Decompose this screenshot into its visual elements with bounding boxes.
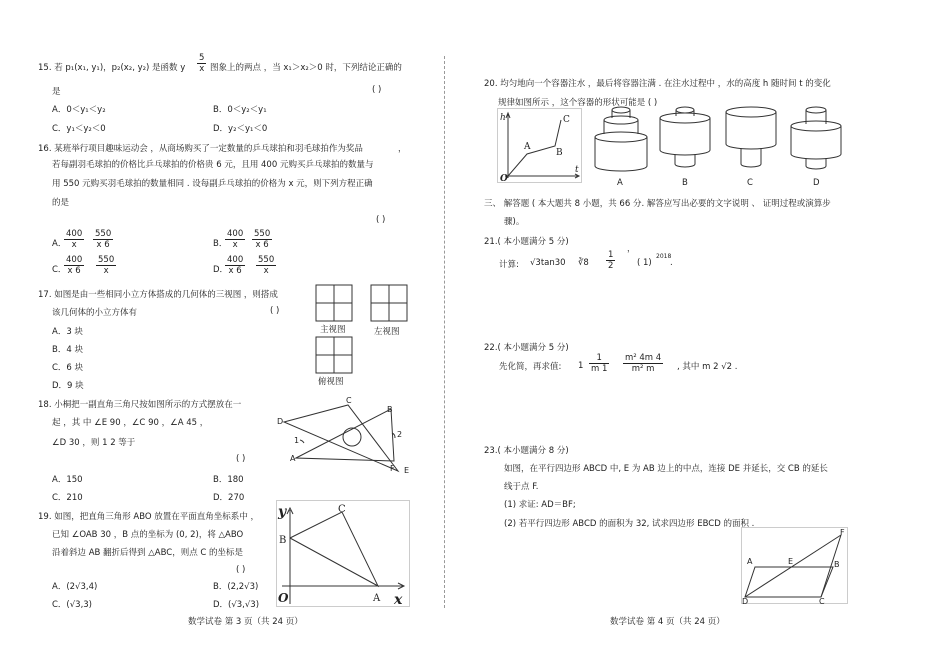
container-label-b: B bbox=[682, 178, 688, 188]
q16-b-frac1: $\frac{400}{x}$ bbox=[227, 229, 244, 250]
q19-paren: ( ) bbox=[236, 565, 246, 575]
fig19-axis-y: y bbox=[278, 504, 287, 520]
q16-line4: 的是 bbox=[52, 198, 70, 208]
fig23-label-f: F bbox=[840, 528, 845, 537]
fig18-label-1: 1 bbox=[294, 436, 300, 445]
q18-line1: 18. 小桐把一副直角三角尺按如图所示的方式摆放在一 bbox=[38, 400, 242, 410]
q21-expr1: √3tan30 bbox=[530, 258, 566, 268]
q21-end: . bbox=[670, 258, 673, 268]
q16-d-label: D． bbox=[213, 265, 229, 275]
triangle-rulers-figure bbox=[276, 395, 411, 477]
q15-line2: 是 bbox=[52, 87, 61, 97]
q15-func-num: 5 bbox=[199, 53, 205, 63]
container-label-d: D bbox=[813, 178, 820, 188]
q16-a-frac1: $\frac{400}{x}$ bbox=[66, 229, 83, 250]
q18-option-a: A．150 bbox=[52, 475, 83, 485]
q22-text2: , 其中 m 2 √2 . bbox=[677, 362, 738, 372]
q19-line2: 已知 ∠OAB 30 ，B 点的坐标为 (0, 2)，将 △ABO bbox=[52, 530, 244, 540]
q16-b-label: B． bbox=[213, 239, 228, 249]
page-divider bbox=[444, 56, 445, 608]
fig23-label-e: E bbox=[788, 557, 794, 566]
q18-option-d: D．270 bbox=[213, 493, 245, 503]
fig19-label-a: A bbox=[373, 593, 381, 604]
q19-option-d: D．(√3,√3) bbox=[213, 600, 260, 610]
q18-line2: 起 ，其 中 ∠E 90 ，∠C 90 ，∠A 45 ， bbox=[52, 418, 209, 428]
q21-exponent: 2018 bbox=[656, 253, 672, 260]
q16-d-frac2: $\frac{550}{x}$ bbox=[258, 255, 275, 276]
q15-option-a: A．0＜y₁＜y₂ bbox=[52, 105, 106, 115]
q21-calc-label: 计算: bbox=[499, 260, 519, 270]
coordinate-figure bbox=[276, 500, 411, 608]
q16-a-frac2: $\frac{550}{x 6}$ bbox=[95, 229, 112, 250]
fig19-axis-x: x bbox=[394, 592, 403, 608]
graph-point-c: C bbox=[563, 115, 570, 125]
q22-one: 1 bbox=[578, 361, 584, 371]
q16-a-label: A． bbox=[52, 239, 67, 249]
fig19-label-b: B bbox=[279, 535, 287, 546]
q15-func-den: x bbox=[199, 64, 205, 74]
q15-option-c: C．y₁＜y₂＜0 bbox=[52, 124, 106, 134]
fig19-origin-o: O bbox=[278, 591, 289, 605]
graph-axis-h: h bbox=[500, 113, 506, 123]
q17-option-c: C．6 块 bbox=[52, 363, 84, 373]
water-height-graph bbox=[497, 108, 583, 184]
q16-line2: 若每副羽毛球拍的价格比乒乓球拍的价格贵 6 元，且用 400 元购买乒乓球拍的数量与 bbox=[52, 160, 374, 170]
fig23-label-b: B bbox=[834, 560, 840, 569]
q16-c-frac1: $\frac{400}{x 6}$ bbox=[66, 255, 83, 276]
fig18-label-a: A bbox=[290, 454, 296, 463]
q23-title: 23.( 本小题满分 8 分) bbox=[484, 446, 569, 456]
q16-line1: 16. 某班举行项目趣味运动会 ，从商场购买了一定数量的乒乓球拍和羽毛球拍作为奖品 bbox=[38, 144, 363, 154]
q16-b-frac2: $\frac{550}{x 6}$ bbox=[254, 229, 271, 250]
left-view-label: 左视图 bbox=[374, 327, 400, 337]
fig23-label-c: C bbox=[819, 597, 825, 605]
fig18-label-d: D bbox=[277, 417, 284, 426]
q16-c-label: C． bbox=[52, 265, 67, 275]
q17-line1: 17. 如图是由一些相同小立方体搭成的几何体的三视图 ，则搭成 bbox=[38, 290, 278, 300]
parallelogram-figure bbox=[741, 527, 849, 605]
q22-text1: 先化简，再求值: bbox=[499, 362, 562, 372]
q19-option-b: B．(2,2√3) bbox=[213, 582, 259, 592]
container-shapes bbox=[594, 104, 844, 176]
container-label-c: C bbox=[747, 178, 753, 188]
q16-line1b: ， bbox=[398, 144, 407, 154]
q19-option-c: C．(√3,3) bbox=[52, 600, 93, 610]
q18-option-b: B．180 bbox=[213, 475, 244, 485]
graph-origin-o: O bbox=[500, 174, 508, 184]
q21-fraction: $\frac{1}{2}$ bbox=[608, 250, 614, 271]
q15-option-b: B．0＜y₂＜y₁ bbox=[213, 105, 267, 115]
fig19-label-c: C bbox=[338, 504, 346, 515]
q16-paren: ( ) bbox=[376, 215, 386, 225]
right-page-footer: 数学试卷 第 4 页（共 24 页） bbox=[610, 617, 725, 627]
fig18-label-f: F bbox=[390, 464, 395, 473]
q15-option-d: D．y₂＜y₁＜0 bbox=[213, 124, 268, 134]
q15-paren: ( ) bbox=[372, 85, 382, 95]
fig18-label-2: 2 bbox=[397, 430, 403, 439]
section3-line1: 三、 解答题 ( 本大题共 8 小题，共 66 分. 解答应写出必要的文字说明 、 证明过程或演算步 bbox=[484, 199, 831, 209]
q23-line2: 线于点 F. bbox=[504, 482, 539, 492]
q16-line3: 用 550 元购买羽毛球拍的数量相同 . 设每副乒乓球拍的价格为 x 元，则下列方程正确 bbox=[52, 179, 373, 189]
fig23-label-a: A bbox=[747, 557, 753, 566]
fig18-label-b: B bbox=[387, 405, 393, 414]
q22-frac2: $\frac{\text{m² 4m 4}}{\text{m² m}}$ bbox=[625, 353, 662, 374]
q17-option-d: D．9 块 bbox=[52, 381, 84, 391]
fig18-label-e: E bbox=[404, 466, 410, 475]
q22-frac1: $\frac{1}{m 1}$ bbox=[591, 353, 608, 374]
q18-paren: ( ) bbox=[236, 454, 246, 464]
q21-expr2: ∛8 bbox=[578, 258, 589, 268]
top-view-label: 俯视图 bbox=[318, 377, 344, 387]
graph-point-b: B bbox=[556, 148, 563, 158]
q21-title: 21.( 本小题满分 5 分) bbox=[484, 237, 569, 247]
section3-line2: 骤)。 bbox=[504, 217, 525, 227]
q23-line1: 如图，在平行四边形 ABCD 中, E 为 AB 边上的中点，连接 DE 并延长，交 CB 的延长 bbox=[504, 464, 828, 474]
container-label-a: A bbox=[617, 178, 623, 188]
q18-line3: ∠D 30 ，则 1 2 等于 bbox=[52, 438, 136, 448]
q18-option-c: C．210 bbox=[52, 493, 83, 503]
q19-line3: 沿着斜边 AB 翻折后得到 △ABC，则点 C 的坐标是 bbox=[52, 548, 244, 558]
q15-line1b: 图象上的两点 ，当 x₁＞x₂＞0 时，下列结论正确的 bbox=[210, 63, 402, 73]
q20-line1: 20. 均匀地向一个容器注水 ，最后将容器注满 . 在注水过程中 ，水的高度 h 随时间 t 的变化 bbox=[484, 79, 831, 89]
q23-sub1: (1) 求证: AD＝BF; bbox=[504, 500, 576, 510]
q17-paren: ( ) bbox=[270, 306, 280, 316]
q16-d-frac1: $\frac{400}{x 6}$ bbox=[227, 255, 244, 276]
q15-line1: 15. 若 p₁(x₁, y₁)，p₂(x₂, y₂) 是函数 y bbox=[38, 63, 186, 73]
front-view-label: 主视图 bbox=[320, 325, 346, 335]
q15-function-fraction bbox=[197, 53, 206, 74]
q22-title: 22.( 本小题满分 5 分) bbox=[484, 343, 569, 353]
q17-option-b: B．4 块 bbox=[52, 345, 83, 355]
q17-option-a: A．3 块 bbox=[52, 327, 83, 337]
graph-axis-t: t bbox=[575, 165, 579, 175]
left-page-footer: 数学试卷 第 3 页（共 24 页） bbox=[188, 617, 303, 627]
q23-sub2: (2) 若平行四边形 ABCD 的面积为 32, 试求四边形 EBCD 的面积 . bbox=[504, 519, 755, 529]
q19-line1: 19. 如图，把直角三角形 ABO 放置在平面直角坐标系中 ， bbox=[38, 512, 260, 522]
fig18-label-c: C bbox=[346, 396, 352, 405]
q21-comma: ， bbox=[627, 244, 636, 254]
q17-line2: 该几何体的小立方体有 bbox=[52, 308, 138, 318]
fig23-label-d: D bbox=[742, 597, 749, 605]
q20-line2: 规律如图所示 ，这个容器的形状可能是 ( ) bbox=[498, 98, 658, 108]
q21-expr3: ( 1) bbox=[637, 258, 652, 268]
graph-point-a: A bbox=[524, 142, 531, 152]
q19-option-a: A．(2√3,4) bbox=[52, 582, 98, 592]
q16-c-frac2: $\frac{550}{x}$ bbox=[98, 255, 115, 276]
